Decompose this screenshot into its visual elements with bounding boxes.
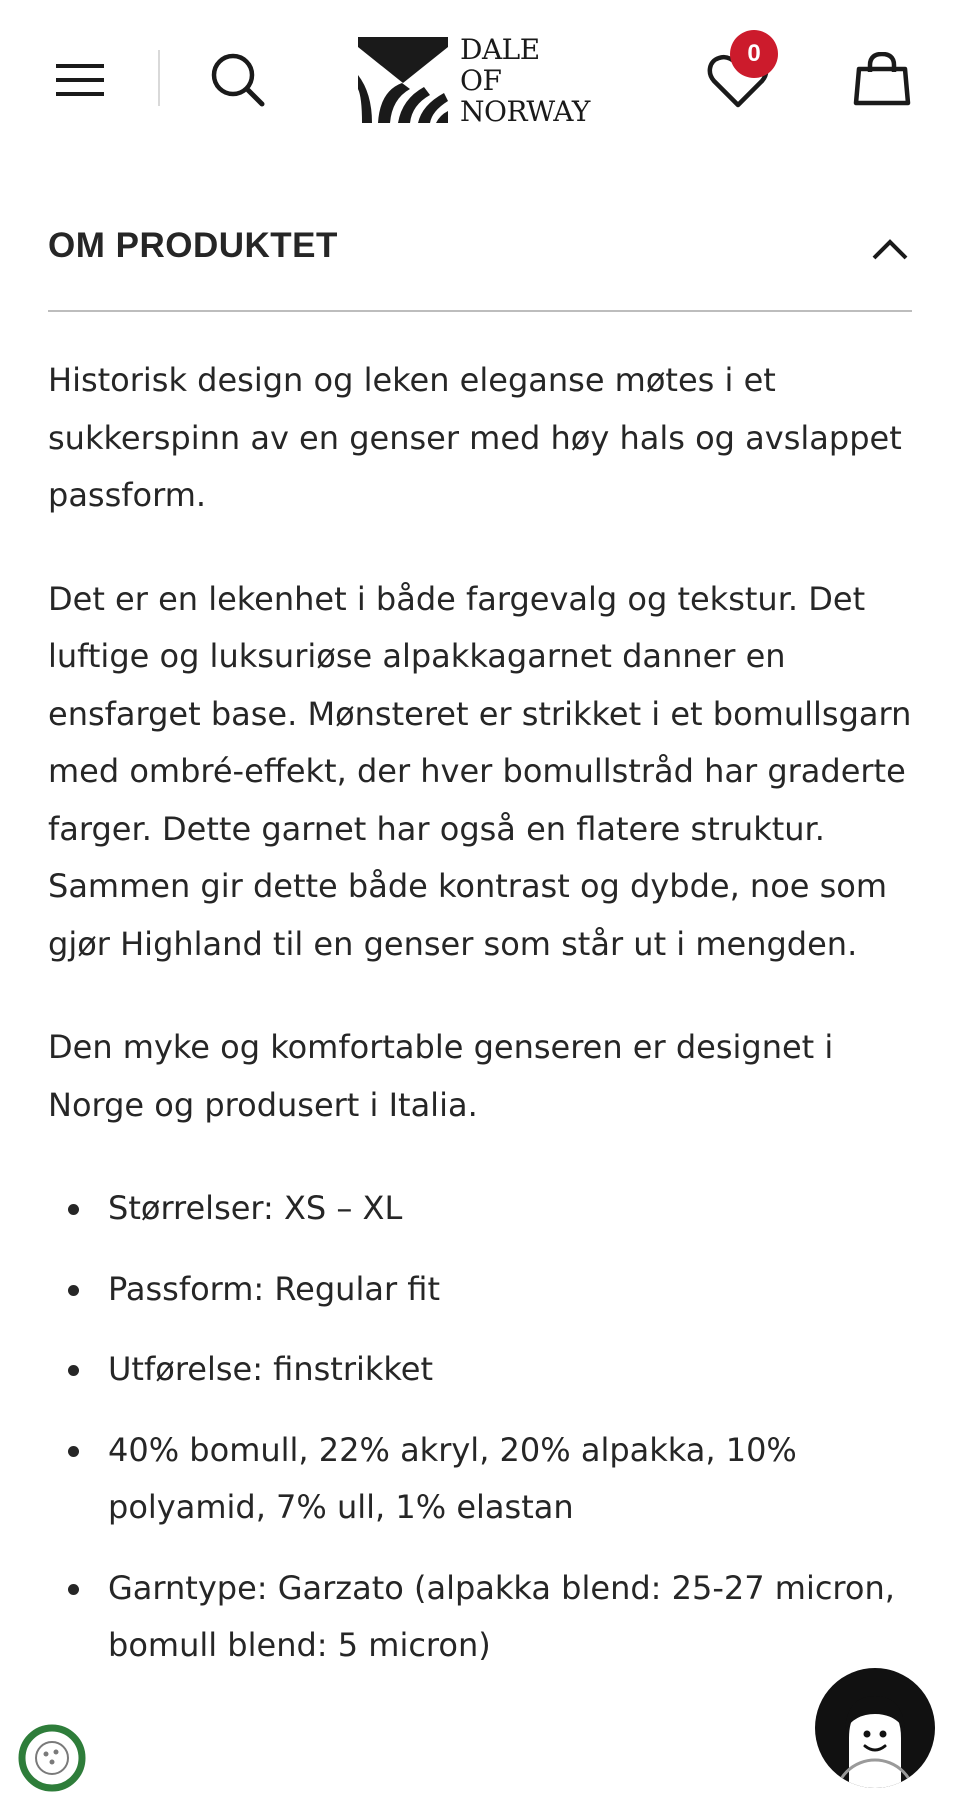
chat-assistant-button[interactable] [815,1668,935,1788]
spec-item: Garntype: Garzato (alpakka blend: 25-27 micron, bomull blend: 5 micron) [48,1560,912,1675]
hamburger-menu-icon[interactable] [48,52,112,108]
spec-item: Passform: Regular fit [48,1261,912,1319]
spec-item: 40% bomull, 22% akryl, 20% alpakka, 10% polyamid, 7% ull, 1% elastan [48,1422,912,1537]
logo-line-3: NORWAY [460,94,590,128]
description-paragraph: Den myke og komfortable genseren er designet i Norge og produsert i Italia. [48,1028,834,1124]
accordion-om-produktet[interactable] [48,210,912,312]
cart-button[interactable] [846,46,918,112]
brand-logo[interactable] [358,30,608,130]
description-paragraph: Historisk design og leken eleganse møtes i et sukkerspinn av en genser med høy hals og avslappet passform. [48,361,902,514]
product-description [48,352,912,1698]
product-specs-list [48,1180,912,1675]
spec-item: Størrelser: XS – XL [48,1180,912,1238]
wishlist-count-badge: 0 [730,30,778,78]
chat-assistant-icon [815,1668,935,1788]
search-icon[interactable] [204,46,270,112]
header-divider [158,50,160,106]
shopping-bag-icon [853,52,911,106]
logo-line-2: OF [460,63,502,97]
eco-badge-icon[interactable] [16,1722,88,1794]
logo-wordmark [460,34,590,127]
logo-mark-icon [358,35,448,125]
accordion-title: OM PRODUKTET [48,226,338,265]
logo-line-1: DALE [460,32,540,66]
site-header [0,0,960,160]
description-paragraph: Det er en lekenhet i både fargevalg og tekstur. Det luftige og luksuriøse alpakkagarnet danner en ensfarget base. Mønsteret er strikket i et bomullsgarn med ombré-effekt, der hver bomullstråd har graderte farger. Dette garnet har også en flatere struktur. Sammen gir dette både kontrast og dybde, noe som gjør Highland til en genser som står ut i mengden. [48,579,912,963]
spec-item: Utførelse: finstrikket [48,1341,912,1399]
chevron-up-icon[interactable] [868,228,912,272]
